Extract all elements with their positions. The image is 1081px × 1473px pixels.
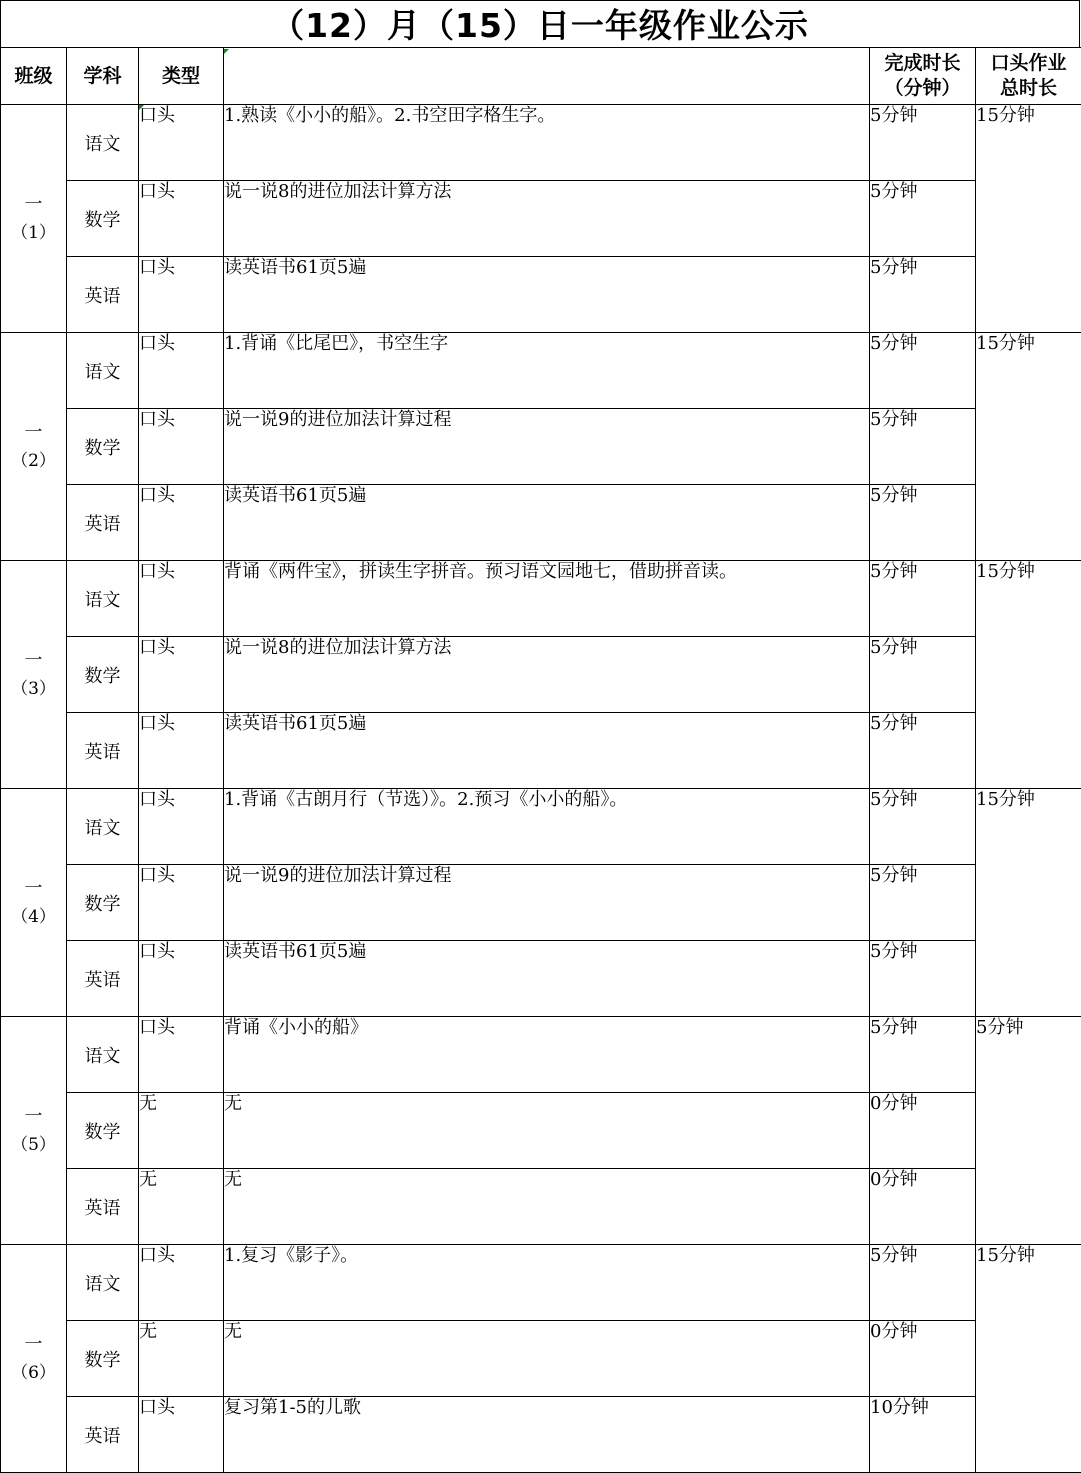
header-total-line2: 总时长 [999, 77, 1057, 99]
table-row [1, 1017, 1081, 1093]
type-cell: 无 [139, 1093, 224, 1169]
duration-cell: 5分钟 [870, 637, 976, 713]
subject-cell: 语文 [67, 1245, 139, 1321]
content-cell: 读英语书61页5遍 [224, 941, 870, 1017]
homework-table [0, 47, 1081, 1473]
subject-cell: 数学 [67, 865, 139, 941]
duration-cell: 10分钟 [870, 1397, 976, 1473]
class-grade: 一 [24, 877, 43, 899]
table-row [1, 409, 1081, 485]
header-duration-line1: 完成时长 [884, 52, 961, 74]
duration-cell: 0分钟 [870, 1169, 976, 1245]
content-cell: 无 [224, 1169, 870, 1245]
duration-cell: 5分钟 [870, 105, 976, 181]
content-cell: 说一说9的进位加法计算过程 [224, 409, 870, 485]
subject-cell: 数学 [67, 409, 139, 485]
content-cell: 读英语书61页5遍 [224, 485, 870, 561]
type-cell: 口头 [139, 333, 224, 409]
table-row [1, 941, 1081, 1017]
header-row [1, 48, 1081, 105]
class-grade: 一 [24, 649, 43, 671]
class-number: （2） [11, 450, 56, 471]
class-number: （4） [11, 906, 56, 927]
type-cell: 无 [139, 1321, 224, 1397]
cell-marker [224, 49, 229, 54]
type-cell: 口头 [139, 485, 224, 561]
class-cell [1, 1017, 67, 1245]
table-row [1, 1397, 1081, 1473]
table-row [1, 105, 1081, 181]
type-cell: 口头 [139, 1017, 224, 1093]
content-cell: 说一说8的进位加法计算方法 [224, 637, 870, 713]
class-grade: 一 [24, 421, 43, 443]
table-row [1, 1169, 1081, 1245]
total-cell: 15分钟 [976, 561, 1081, 789]
total-cell: 15分钟 [976, 333, 1081, 561]
type-cell: 口头 [139, 865, 224, 941]
duration-cell: 0分钟 [870, 1093, 976, 1169]
page-title: （12）月（15）日一年级作业公示 [0, 0, 1080, 47]
subject-cell: 英语 [67, 713, 139, 789]
header-total-line1: 口头作业 [990, 52, 1067, 74]
content-cell: 读英语书61页5遍 [224, 257, 870, 333]
type-cell: 无 [139, 1169, 224, 1245]
subject-cell: 语文 [67, 789, 139, 865]
subject-cell: 英语 [67, 1397, 139, 1473]
table-row [1, 181, 1081, 257]
type-cell: 口头 [139, 941, 224, 1017]
type-cell: 口头 [139, 181, 224, 257]
duration-cell: 5分钟 [870, 485, 976, 561]
header-total [976, 48, 1081, 105]
class-cell [1, 105, 67, 333]
subject-cell: 语文 [67, 105, 139, 181]
class-cell [1, 561, 67, 789]
subject-cell: 数学 [67, 637, 139, 713]
content-cell: 1.背诵《比尾巴》，书空生字 [224, 333, 870, 409]
duration-cell: 5分钟 [870, 257, 976, 333]
content-cell: 说一说9的进位加法计算过程 [224, 865, 870, 941]
duration-cell: 5分钟 [870, 941, 976, 1017]
subject-cell: 英语 [67, 941, 139, 1017]
duration-cell: 5分钟 [870, 409, 976, 485]
content-cell: 背诵《小小的船》 [224, 1017, 870, 1093]
table-row [1, 865, 1081, 941]
class-number: （1） [11, 222, 56, 243]
content-cell: 1.复习《影子》。 [224, 1245, 870, 1321]
cell-marker [139, 105, 144, 110]
content-cell: 无 [224, 1093, 870, 1169]
duration-cell: 0分钟 [870, 1321, 976, 1397]
duration-cell: 5分钟 [870, 865, 976, 941]
header-subject: 学科 [67, 48, 139, 105]
table-body [1, 105, 1081, 1473]
duration-cell: 5分钟 [870, 561, 976, 637]
class-cell [1, 1245, 67, 1473]
header-class: 班级 [1, 48, 67, 105]
table-row [1, 257, 1081, 333]
class-cell [1, 789, 67, 1017]
type-cell: 口头 [139, 1397, 224, 1473]
type-cell: 口头 [139, 789, 224, 865]
class-number: （6） [11, 1362, 56, 1383]
content-cell: 读英语书61页5遍 [224, 713, 870, 789]
table-row [1, 1093, 1081, 1169]
duration-cell: 5分钟 [870, 1017, 976, 1093]
class-cell [1, 333, 67, 561]
table-row [1, 1245, 1081, 1321]
header-duration-line2: （分钟） [884, 77, 961, 99]
header-type: 类型 [139, 48, 224, 105]
content-cell: 复习第1-5的儿歌 [224, 1397, 870, 1473]
duration-cell: 5分钟 [870, 181, 976, 257]
subject-cell: 数学 [67, 1321, 139, 1397]
type-cell: 口头 [139, 713, 224, 789]
content-cell: 背诵《两件宝》，拼读生字拼音。预习语文园地七，借助拼音读。 [224, 561, 870, 637]
subject-cell: 数学 [67, 1093, 139, 1169]
subject-cell: 英语 [67, 1169, 139, 1245]
total-cell: 15分钟 [976, 1245, 1081, 1473]
content-cell: 1.熟读《小小的船》。2.书空田字格生字。 [224, 105, 870, 181]
class-number: （5） [11, 1134, 56, 1155]
class-grade: 一 [24, 1105, 43, 1127]
content-cell: 1.背诵《古朗月行（节选）》。2.预习《小小的船》。 [224, 789, 870, 865]
subject-cell: 语文 [67, 561, 139, 637]
type-cell: 口头 [139, 409, 224, 485]
total-cell: 15分钟 [976, 105, 1081, 333]
type-cell: 口头 [139, 637, 224, 713]
content-cell: 说一说8的进位加法计算方法 [224, 181, 870, 257]
header-content [224, 48, 870, 105]
type-cell: 口头 [139, 257, 224, 333]
type-cell: 口头 [139, 1245, 224, 1321]
content-cell: 无 [224, 1321, 870, 1397]
table-row [1, 1321, 1081, 1397]
class-grade: 一 [24, 1333, 43, 1355]
subject-cell: 语文 [67, 1017, 139, 1093]
subject-cell: 英语 [67, 257, 139, 333]
duration-cell: 5分钟 [870, 333, 976, 409]
type-cell: 口头 [139, 561, 224, 637]
total-cell: 5分钟 [976, 1017, 1081, 1245]
total-cell: 15分钟 [976, 789, 1081, 1017]
class-number: （3） [11, 678, 56, 699]
duration-cell: 5分钟 [870, 713, 976, 789]
type-cell: 口头 [139, 105, 224, 181]
table-row [1, 485, 1081, 561]
duration-cell: 5分钟 [870, 1245, 976, 1321]
subject-cell: 英语 [67, 485, 139, 561]
subject-cell: 数学 [67, 181, 139, 257]
class-grade: 一 [24, 193, 43, 215]
duration-cell: 5分钟 [870, 789, 976, 865]
table-row [1, 561, 1081, 637]
table-row [1, 789, 1081, 865]
subject-cell: 语文 [67, 333, 139, 409]
table-row [1, 333, 1081, 409]
header-duration [870, 48, 976, 105]
table-row [1, 713, 1081, 789]
table-row [1, 637, 1081, 713]
